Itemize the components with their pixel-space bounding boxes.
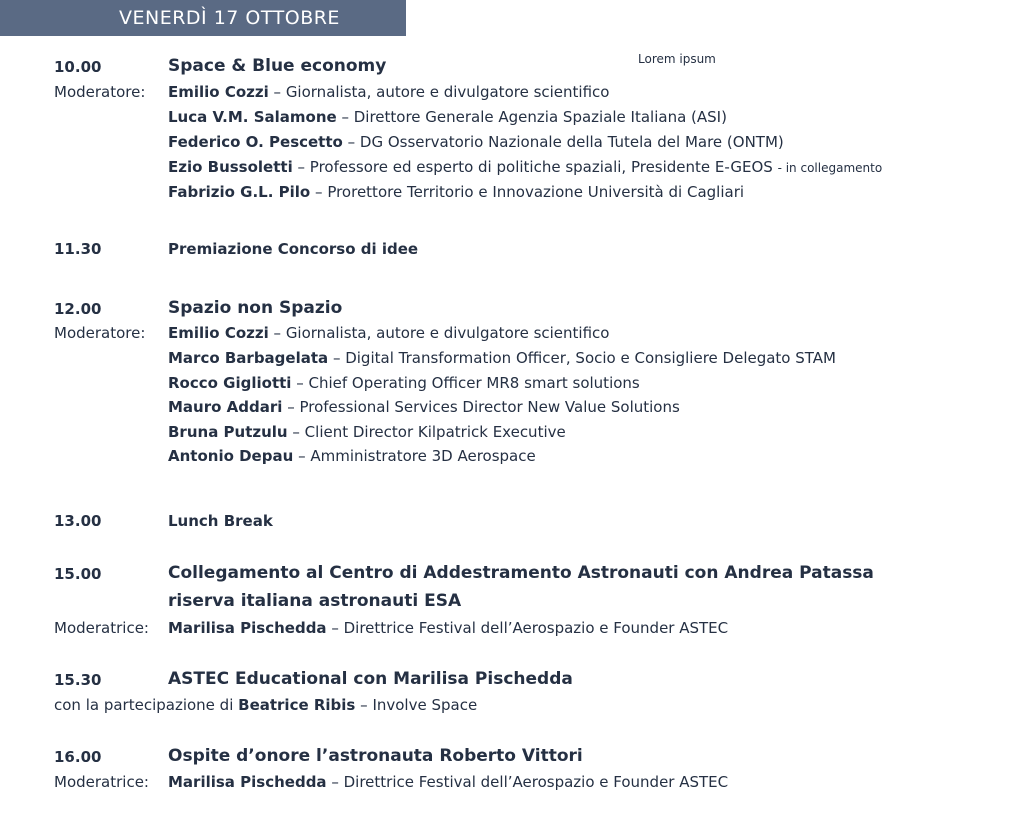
separator: –: [273, 83, 282, 101]
separator: –: [296, 374, 304, 392]
date-title: VENERDÌ 17 OTTOBRE: [119, 7, 340, 29]
speaker-name: Marilisa Pischedda: [168, 619, 327, 637]
speaker-line: [168, 108, 727, 126]
speaker-line: [168, 398, 680, 416]
speaker-name: Federico O. Pescetto: [168, 133, 343, 151]
moderator-label: Moderatore:: [54, 83, 146, 101]
speaker-name: Antonio Depau: [168, 447, 294, 465]
session-title-continuation: riserva italiana astronauti ESA: [168, 591, 462, 611]
session-time: 12.00: [54, 300, 102, 318]
connection-note: - in collegamento: [777, 161, 883, 175]
session-time: 13.00: [54, 512, 102, 530]
speaker-line: [168, 773, 728, 791]
separator: –: [360, 696, 368, 714]
moderator-label: Moderatrice:: [54, 773, 149, 791]
date-banner: [0, 0, 406, 36]
participation-prefix: con la partecipazione di: [54, 696, 234, 714]
speaker-name: Fabrizio G.L. Pilo: [168, 183, 311, 201]
separator: –: [341, 108, 349, 126]
session-title: Premiazione Concorso di idee: [168, 240, 419, 258]
session-time: 10.00: [54, 58, 102, 76]
session-title: Collegamento al Centro di Addestramento Astronauti con Andrea Patassa: [168, 563, 874, 583]
speaker-role: Prorettore Territorio e Innovazione Università di Cagliari: [327, 183, 745, 201]
speaker-name: Marilisa Pischedda: [168, 773, 327, 791]
speaker-role: Direttore Generale Agenzia Spaziale Italiana (ASI): [353, 108, 727, 126]
moderator-label: Moderatrice:: [54, 619, 149, 637]
speaker-line: [168, 619, 728, 637]
speaker-role: Digital Transformation Officer, Socio e Consigliere Delegato STAM: [345, 349, 836, 367]
speaker-role: DG Osservatorio Nazionale della Tutela del Mare (ONTM): [359, 133, 784, 151]
separator: –: [331, 773, 339, 791]
session-title: Space & Blue economy: [168, 56, 387, 76]
session-time: 15.30: [54, 671, 102, 689]
speaker-line: [168, 83, 609, 101]
session-title: Spazio non Spazio: [168, 298, 343, 318]
speaker-name: Emilio Cozzi: [168, 324, 269, 342]
speaker-role: Giornalista, autore e divulgatore scientifico: [285, 324, 610, 342]
separator: –: [292, 423, 300, 441]
separator: –: [347, 133, 356, 151]
session-title: Ospite d’onore l’astronauta Roberto Vittori: [168, 746, 583, 766]
speaker-role: Amministratore 3D Aerospace: [310, 447, 536, 465]
note-text: Lorem ipsum: [638, 52, 716, 66]
speaker-role: Professore ed esperto di politiche spaziali, Presidente E-GEOS: [309, 158, 773, 176]
session-title: ASTEC Educational con Marilisa Pischedda: [168, 669, 573, 689]
separator: –: [297, 158, 305, 176]
separator: –: [332, 349, 341, 367]
speaker-line: [168, 158, 882, 176]
speaker-role: Professional Services Director New Value Solutions: [299, 398, 680, 416]
speaker-name: Marco Barbagelata: [168, 349, 329, 367]
participation-line: [54, 696, 477, 714]
session-time: 11.30: [54, 240, 102, 258]
separator: –: [315, 183, 323, 201]
speaker-line: [168, 349, 836, 367]
session-time: 16.00: [54, 748, 102, 766]
session-time: 15.00: [54, 565, 102, 583]
speaker-line: [168, 423, 566, 441]
speaker-name: Rocco Gigliotti: [168, 374, 292, 392]
speaker-line: [168, 324, 609, 342]
speaker-name: Luca V.M. Salamone: [168, 108, 337, 126]
participant-role: Involve Space: [372, 696, 478, 714]
speaker-role: Client Director Kilpatrick Executive: [304, 423, 566, 441]
participant-name: Beatrice Ribis: [238, 696, 356, 714]
speaker-line: [168, 447, 536, 465]
separator: –: [273, 324, 282, 342]
separator: –: [298, 447, 306, 465]
speaker-role: Giornalista, autore e divulgatore scientifico: [285, 83, 610, 101]
speaker-line: [168, 374, 640, 392]
speaker-name: Bruna Putzulu: [168, 423, 288, 441]
speaker-line: [168, 183, 744, 201]
speaker-role: Direttrice Festival dell’Aerospazio e Founder ASTEC: [343, 773, 729, 791]
speaker-role: Chief Operating Officer MR8 smart solutions: [308, 374, 640, 392]
separator: –: [331, 619, 339, 637]
speaker-line: [168, 133, 784, 151]
session-title: Lunch Break: [168, 512, 273, 530]
speaker-name: Emilio Cozzi: [168, 83, 269, 101]
speaker-role: Direttrice Festival dell’Aerospazio e Founder ASTEC: [343, 619, 729, 637]
moderator-label: Moderatore:: [54, 324, 146, 342]
speaker-name: Mauro Addari: [168, 398, 283, 416]
speaker-name: Ezio Bussoletti: [168, 158, 293, 176]
separator: –: [287, 398, 295, 416]
